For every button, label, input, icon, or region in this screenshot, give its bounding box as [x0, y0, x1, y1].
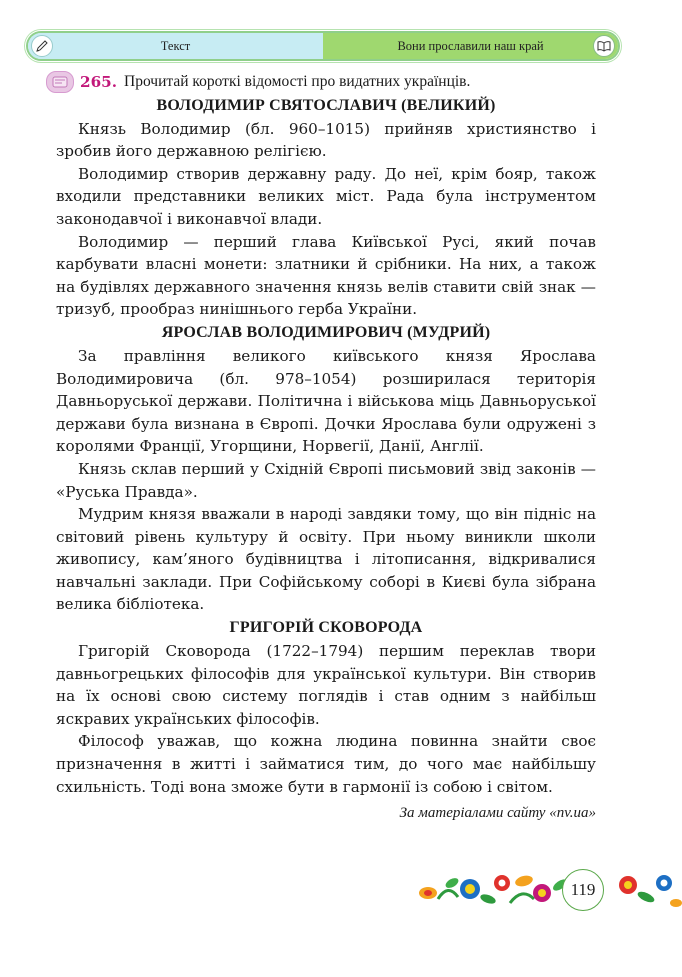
header-bar: [28, 33, 618, 59]
paragraph: За правління великого київського князя Ярослава Володимировича (бл. 978–1054) розширилася територія Давньоруської держави. Політична і військова міць Давньоруської держави була визнана в Європі. Дочки Ярослава були одружені з королями Франції, Угорщини, Норвегії, Данії, Англії.: [56, 346, 596, 456]
source-citation: За матеріалами сайту «nv.ua»: [399, 805, 596, 822]
section-yaroslav: [56, 321, 596, 616]
header-section-text: [28, 33, 323, 59]
floral-ornament-icon: [414, 863, 682, 917]
paragraph: Володимир створив державну раду. До неї, крім бояр, також входили представники великих міст. Рада була інструментом законодавчої і виконавчої влади.: [56, 164, 596, 228]
book-icon: [593, 35, 615, 57]
section-heading: ВОЛОДИМИР СВЯТОСЛАВИЧ (ВЕЛИКИЙ): [156, 96, 496, 114]
section-volodymyr: [56, 94, 596, 321]
paragraph: Володимир — перший глава Київської Русі, який почав карбувати власні монети: златники й срібники. На них, а також на будівлях державного значення князь велів ставити свій знак — тризуб, прообраз нинішнього герба України.: [56, 232, 596, 319]
paragraph: Князь склав перший у Східній Європі письмовий звід законів — «Руська Правда».: [56, 459, 596, 501]
section-skovoroda: [56, 616, 596, 798]
task-icon: [46, 71, 74, 93]
paragraph: Князь Володимир (бл. 960–1015) прийняв християнство і зробив його державною релігією.: [56, 119, 596, 161]
section-heading: ЯРОСЛАВ ВОЛОДИМИРОВИЧ (МУДРИЙ): [161, 323, 491, 341]
task-line: [46, 71, 596, 94]
header-left-label: Текст: [160, 38, 191, 53]
task-instruction: Прочитай короткі відомості про видатних українців.: [124, 73, 471, 90]
paragraph: Мудрим князя вважали в народі завдяки тому, що він підніс на світовий рівень культуру й освіту. При ньому виникли школи живопису, кам’яного будівництва і літописання, відкривалися навчальні заклади. При Софійському соборі в Києві була зібрана велика бібліотека.: [56, 505, 596, 614]
section-heading: ГРИГОРІЙ СКОВОРОДА: [229, 619, 423, 637]
paragraph: Філософ уважав, що кожна людина повинна знайти своє призначення в житті і займатися тим, до чого має найбільшу схильність. Тоді вона зможе бути в гармонії із собою і світом.: [56, 732, 596, 796]
page-number: 119: [562, 869, 604, 911]
paragraph: Григорій Сковорода (1722–1794) першим переклав твори давньогрецьких філософів для української культури. Він створив на їх основі свою систему поглядів і став одним з найбільш яскравих українських філософів.: [56, 642, 596, 728]
header-right-label: Вони прославили наш край: [397, 38, 544, 53]
pen-icon: [31, 35, 53, 57]
task-number: 265.: [80, 73, 117, 91]
page-content: [56, 71, 596, 825]
header-section-topic: [323, 33, 618, 59]
